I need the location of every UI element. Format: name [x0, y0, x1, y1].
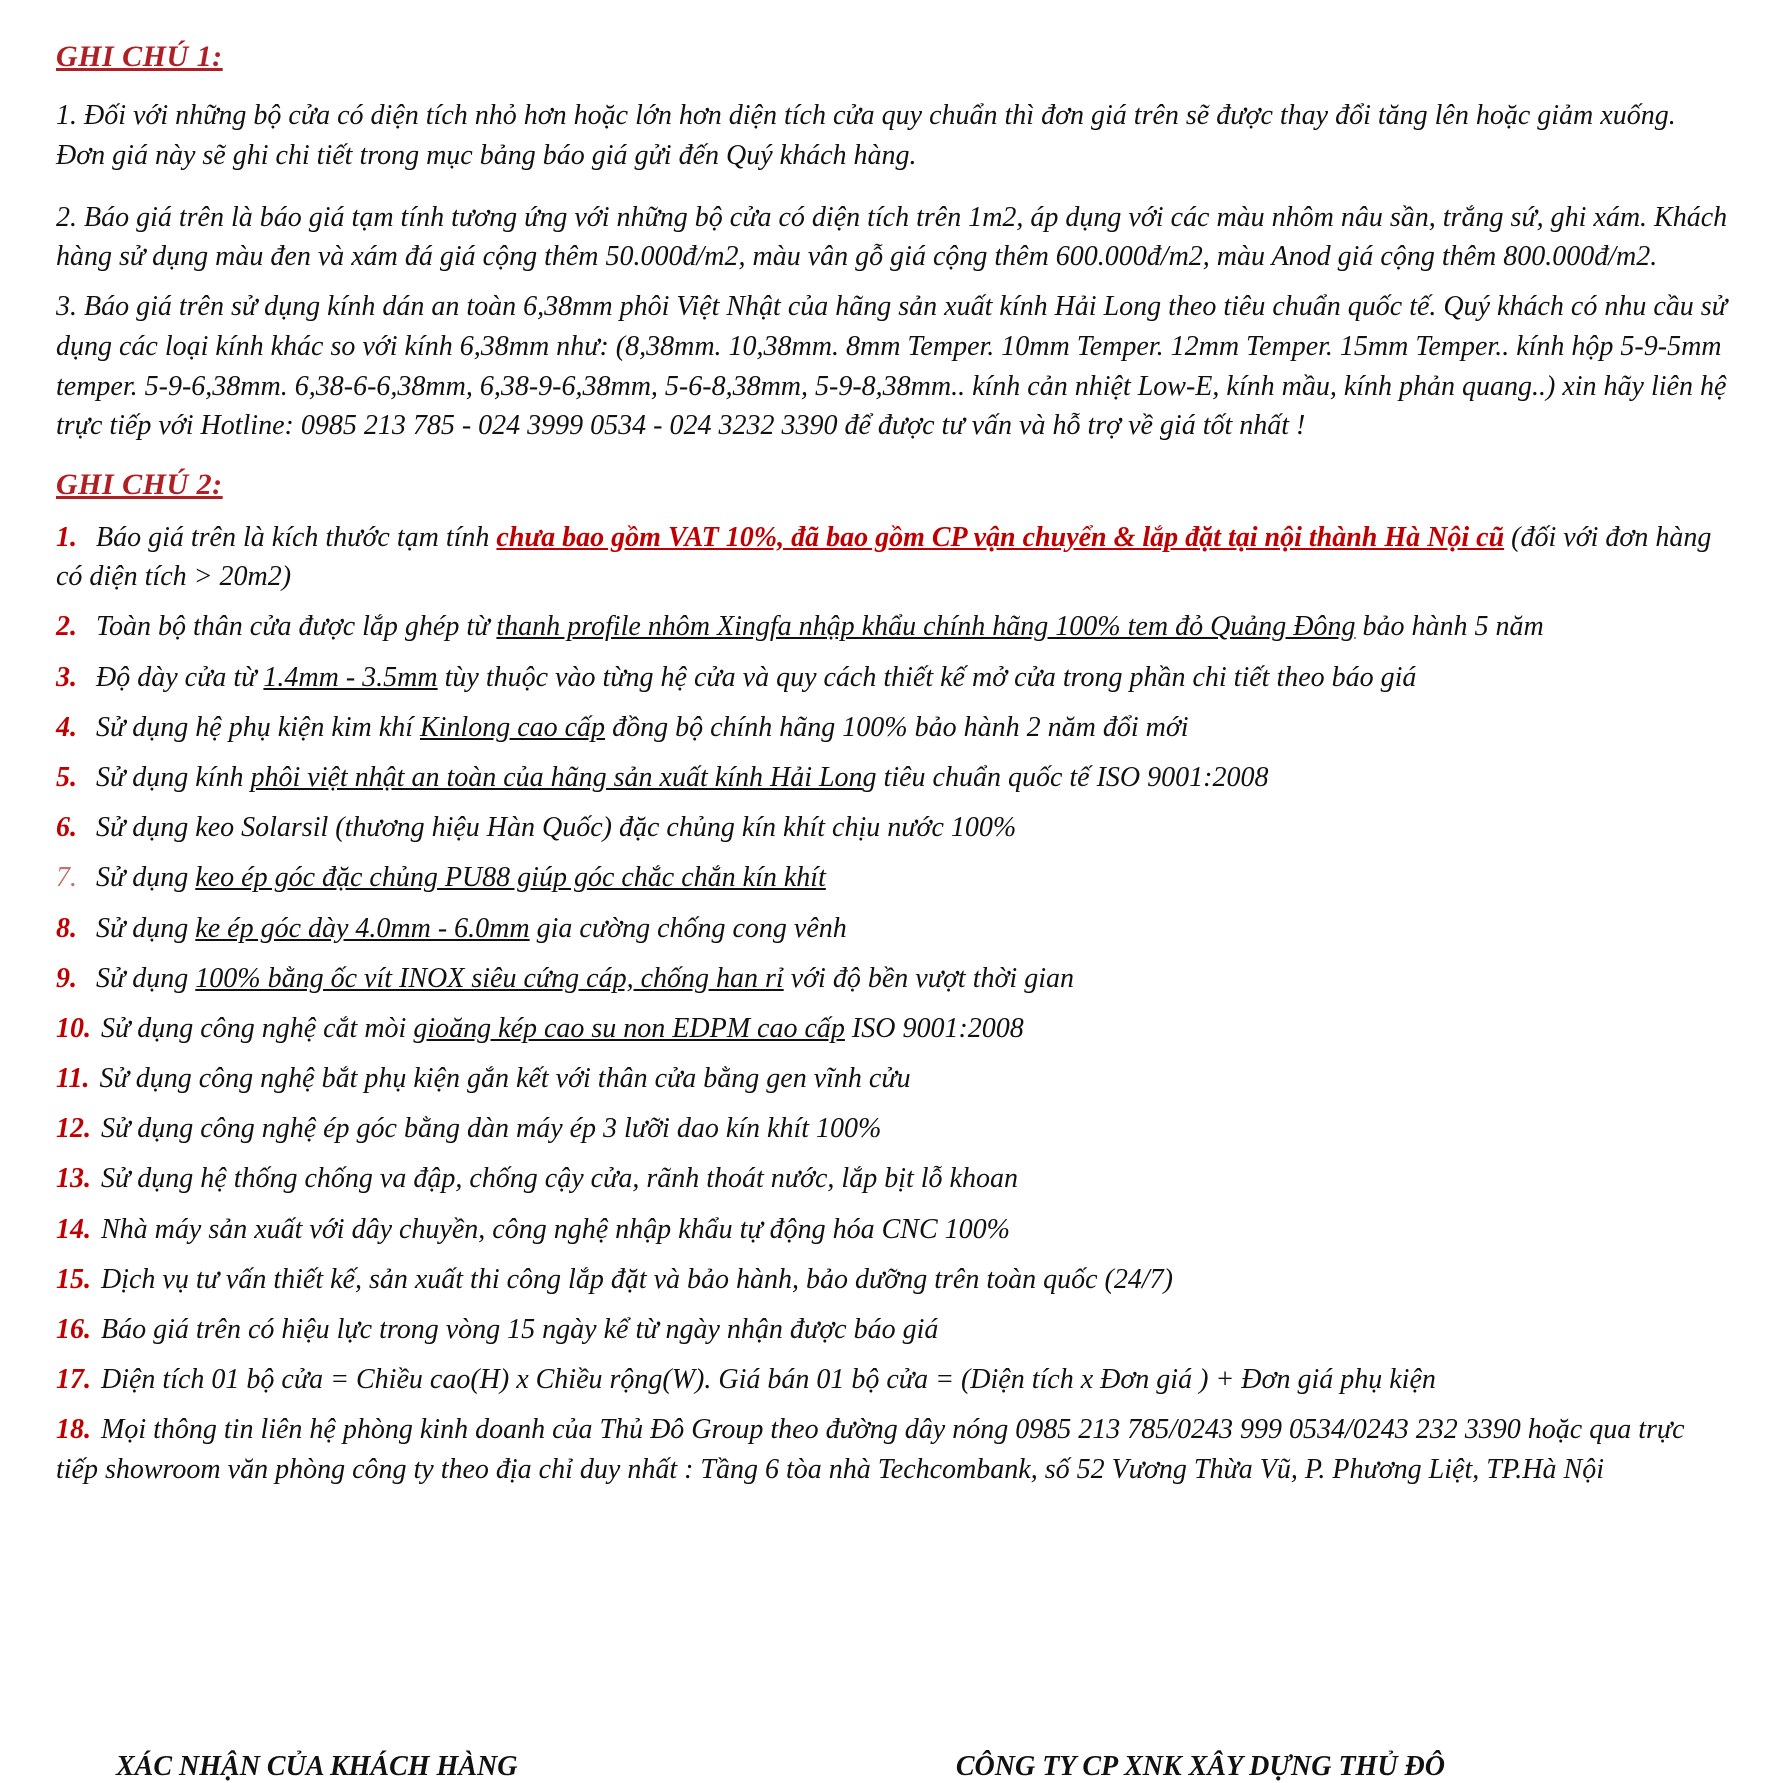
list-item — [56, 1410, 1731, 1488]
item-text: Báo giá trên là kích thước tạm tính — [96, 522, 497, 553]
list-item — [56, 1310, 1731, 1349]
list-item — [56, 1059, 1731, 1098]
item-text: gia cường chống cong vênh — [529, 912, 847, 944]
item-text: Kinlong cao cấp — [419, 711, 606, 743]
item-number: 9. — [56, 962, 77, 994]
item-text: Sử dụng keo Solarsil (thương hiệu Hàn Quốc) đặc chủng kín khít chịu nước 100% — [96, 812, 1017, 844]
item-number: 6. — [56, 812, 77, 844]
list-item — [56, 1210, 1731, 1249]
item-text: phôi việt nhật an toàn của hãng sản xuất kính Hải Lon — [250, 761, 863, 793]
item-text: Sử dụng công nghệ ép góc bằng dàn máy ép 3 lưỡi dao kín khít 100% — [101, 1113, 882, 1145]
item-text: thanh profile nhôm Xingfa nhập khẩu chính hãng 100% tem đỏ Quảng Đông — [496, 611, 1356, 643]
item-text: Sử dụng hệ phụ kiện kim khí — [96, 711, 420, 743]
item-text: keo ép góc đặc chủng PU88 giúp góc chắc chắn kín khít — [195, 862, 826, 894]
note1-paragraphs — [56, 96, 1731, 446]
item-number: 2. — [56, 611, 77, 643]
item-number: 1. — [56, 522, 77, 553]
note-paragraph: 1. Đối với những bộ cửa có diện tích nhỏ hơn hoặc lớn hơn diện tích cửa quy chuẩn thì đơn giá trên sẽ được thay đổi tăng lên hoặc giảm xuống. Đơn giá này sẽ ghi chi tiết trong mục bảng báo giá gửi đến Quý khách hàng. — [56, 100, 1676, 171]
item-number: 13. — [56, 1163, 91, 1195]
list-item — [56, 658, 1731, 697]
item-number: 5. — [56, 761, 77, 793]
item-text: bảo hành 5 năm — [1355, 611, 1544, 643]
list-item — [56, 1109, 1731, 1148]
item-text: g tiêu chuẩn quốc tế ISO 9001:2008 — [862, 761, 1269, 793]
item-text: gioăng kép cao su non EDPM cao cấp — [413, 1012, 845, 1044]
item-text: chưa bao gồm VAT 10%, đã bao gồm CP vận chuyển & lắp đặt tại nội thành Hà Nội cũ — [496, 522, 1505, 553]
item-text: Dịch vụ tư vấn thiết kế, sản xuất thi công lắp đặt và bảo hành, bảo dưỡng trên toàn quốc (24/7) — [101, 1263, 1173, 1295]
item-number: 7. — [56, 862, 77, 894]
item-text: Độ dày cửa từ — [96, 661, 264, 693]
list-item — [56, 1260, 1731, 1299]
item-number: 15. — [56, 1263, 91, 1295]
item-text: Mọi thông tin liên hệ phòng kinh doanh của Thủ Đô Group theo đường dây nóng 0985 213 785/0243 999 0534/0243 232 3390 hoặc qua trực tiếp showroom văn phòng công ty theo địa chỉ duy nhất : Tầng 6 tòa nhà Techcombank, số 52 Vương Thừa Vũ, P. Phương Liệt, TP.Hà Nội — [56, 1414, 1685, 1485]
list-item — [56, 758, 1731, 797]
item-text: Sử dụng kính — [96, 761, 251, 793]
item-number: 8. — [56, 912, 77, 944]
list-item — [56, 858, 1731, 897]
item-text: với độ bền vượt thời gian — [783, 962, 1074, 994]
item-number: 4. — [56, 711, 77, 743]
note-paragraph: 2. Báo giá trên là báo giá tạm tính tương ứng với những bộ cửa có diện tích trên 1m2, áp dụng với các màu nhôm nâu sần, trắng sứ, ghi xám. Khách hàng sử dụng màu đen và xám đá giá cộng thêm 50.000đ/m2, màu vân gỗ giá cộng thêm 600.000đ/m2, màu Anod giá cộng thêm 800.000đ/m2. — [56, 201, 1728, 273]
item-text: 100% bằng ốc vít INOX siêu cứng cáp, chống han rỉ — [195, 962, 784, 994]
item-text: Sử dụng — [96, 962, 196, 994]
list-item — [56, 909, 1731, 948]
item-text: Sử dụng hệ thống chống va đập, chống cậy cửa, rãnh thoát nước, lắp bịt lỗ khoan — [101, 1163, 1018, 1195]
item-number: 18. — [56, 1414, 91, 1446]
item-number: 10. — [56, 1012, 91, 1044]
list-item — [56, 1159, 1731, 1198]
item-number: 12. — [56, 1113, 91, 1145]
item-text: đồng bộ chính hãng 100% bảo hành 2 năm đổi mới — [605, 711, 1189, 743]
item-number: 11. — [56, 1063, 90, 1095]
item-text: Sử dụng — [96, 912, 196, 944]
list-item — [56, 808, 1731, 847]
item-text: Sử dụng — [96, 862, 196, 894]
item-text: Sử dụng công nghệ bắt phụ kiện gắn kết với thân cửa bằng gen vĩnh cửu — [99, 1063, 911, 1095]
list-item — [56, 518, 1731, 596]
item-text: (đối với đơn hàng có diện tích > 20m2) — [56, 522, 1712, 593]
signature-row — [56, 1751, 1731, 1783]
list-item — [56, 1009, 1731, 1048]
item-text: tùy thuộc vào từng hệ cửa và quy cách thiết kế mở cửa trong phần chi tiết theo báo giá — [437, 661, 1417, 693]
item-text: ISO 9001:2008 — [844, 1012, 1024, 1044]
company-signature-label: CÔNG TY CP XNK XÂY DỰNG THỦ ĐÔ — [955, 1750, 1445, 1782]
item-text: ke ép góc dày 4.0mm - 6.0mm — [195, 912, 530, 944]
customer-signature-label: XÁC NHẬN CỦA KHÁCH HÀNG — [116, 1750, 518, 1782]
item-text: Sử dụng công nghệ cắt mòi — [101, 1012, 414, 1044]
item-number: 3. — [56, 661, 77, 693]
item-number: 14. — [56, 1213, 91, 1245]
item-text: 1.4mm - 3.5mm — [263, 661, 438, 693]
note2-heading: GHI CHÚ 2: — [56, 468, 223, 501]
item-number: 17. — [56, 1364, 91, 1396]
item-text: Toàn bộ thân cửa được lắp ghép từ — [96, 611, 497, 643]
note2-items — [56, 518, 1731, 1489]
note1-heading: GHI CHÚ 1: — [56, 40, 223, 73]
item-text: Nhà máy sản xuất với dây chuyền, công nghệ nhập khẩu tự động hóa CNC 100% — [101, 1213, 1010, 1245]
list-item — [56, 708, 1731, 747]
list-item — [56, 607, 1731, 646]
item-text: Diện tích 01 bộ cửa = Chiều cao(H) x Chiều rộng(W). Giá bán 01 bộ cửa = (Diện tích x Đơn giá ) + Đơn giá phụ kiện — [101, 1364, 1436, 1396]
list-item — [56, 1360, 1731, 1399]
item-text: Báo giá trên có hiệu lực trong vòng 15 ngày kể từ ngày nhận được báo giá — [101, 1314, 939, 1345]
list-item — [56, 959, 1731, 998]
note-paragraph: 3. Báo giá trên sử dụng kính dán an toàn 6,38mm phôi Việt Nhật của hãng sản xuất kính Hải Long theo tiêu chuẩn quốc tế. Quý khách có nhu cầu sử dụng các loại kính khác so với kính 6,38mm như: (8,38mm. 10,38mm. 8mm Temper. 10mm Temper. 12mm Temper. 15mm Temper.. kính hộp 5-9-5mm temper. 5-9-6,38mm. 6,38-6-6,38mm, 6,38-9-6,38mm, 5-6-8,38mm, 5-9-8,38mm.. kính cản nhiệt Low-E, kính mầu, kính phản quang..) xin hãy liên hệ trực tiếp với Hotline: 0985 213 785 - 024 3999 0534 - 024 3232 3390 để được tư vấn và hỗ trợ về giá tốt nhất ! — [56, 291, 1727, 442]
item-number: 16. — [56, 1314, 91, 1345]
